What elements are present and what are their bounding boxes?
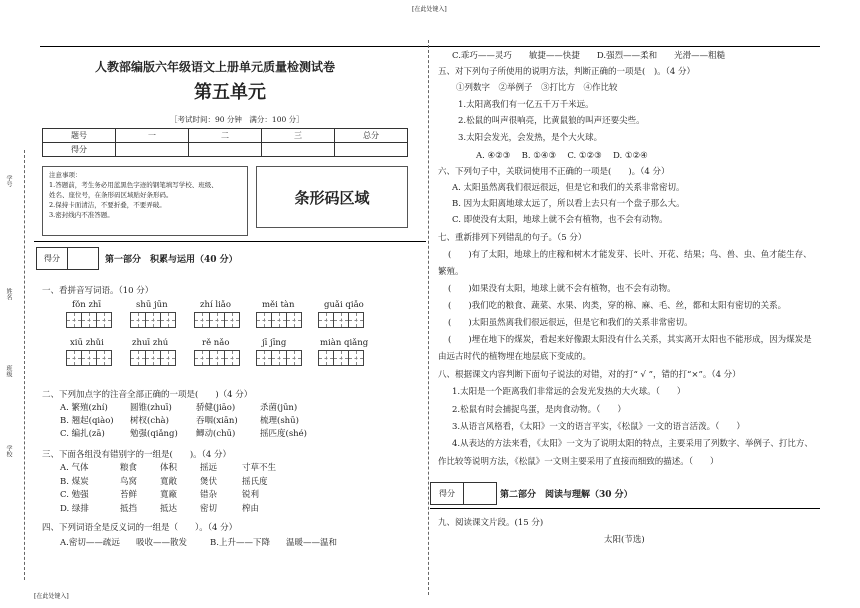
- option-text: 体积: [160, 463, 178, 473]
- option-text: 摇匹度(shé): [260, 429, 307, 439]
- part1-rule: [34, 241, 426, 242]
- option-text: 抵达: [160, 503, 178, 514]
- score-table-cell: 二: [189, 129, 262, 143]
- score-input[interactable]: [116, 143, 189, 157]
- barcode-area: [256, 166, 408, 228]
- question-6-option: A. 太阳虽然离我们很远很远，但是它和我们的关系非常密切。: [452, 183, 685, 193]
- pinyin-label: fǒn zhī: [72, 300, 102, 310]
- part2-title: 第二部分 阅读与理解（30 分）: [500, 490, 633, 500]
- option-text: 吸收——散发: [136, 538, 188, 548]
- question-6: 六、下列句子中，关联词使用不正确的一项是( )。（4 分）: [438, 167, 670, 177]
- option-text: 摇氏度: [242, 476, 268, 487]
- question-5-methods: ①列数字 ②举例子 ③打比方 ④作比较: [456, 83, 618, 93]
- option-text: 温暖——温和: [286, 538, 338, 548]
- option-text: B.上升——下降: [210, 538, 270, 548]
- pinyin-label: miàn qiǎng: [320, 338, 369, 348]
- question-5: 五、对下列句子所使用的说明方法，判断正确的一项是( )。（4 分）: [438, 67, 695, 77]
- option-text: 寬廠: [160, 490, 178, 500]
- score-table-cell: 三: [262, 129, 335, 143]
- option-text: 树杈(chà): [130, 416, 169, 426]
- question-3-options: [60, 462, 410, 516]
- question-1: 一、看拼音写词语。（10 分）: [42, 286, 154, 296]
- notice-item: 姓名、座位号，在条形码区域贴好条形码。: [49, 191, 173, 199]
- question-7-item: ( )埋在地下的煤炭，看起来好像跟太阳没有什么关系，其实离开太阳也不能形成，因为煤炭是: [448, 335, 812, 345]
- option-text: 吞咽(xiān): [196, 416, 238, 426]
- option-text: A.密切——疏远: [60, 538, 120, 548]
- part1-score-box: [36, 247, 99, 270]
- option-text: C. 编扎(zā): [60, 429, 105, 439]
- option-text: 煲伏: [200, 476, 218, 487]
- option-text: 鲫动(chū): [196, 429, 236, 439]
- question-8-item: 4.从表达的方法来看，《太阳》一文为了说明太阳的特点，主要采用了列数字、举例子、打比方、: [452, 439, 813, 449]
- part2-rule: [430, 508, 820, 509]
- option-text: B. 翘起(qiào): [60, 416, 114, 426]
- question-8-item: 1.太阳是一个距离我们非常远的会发光发热的大火球。（ ）: [452, 387, 686, 397]
- option-text: B. 煤炭: [60, 476, 89, 487]
- question-5-item: 2.松鼠的叫声很响亮，比黄鼠狼的叫声还要尖些。: [458, 116, 645, 126]
- answer-grid[interactable]: [130, 312, 175, 328]
- question-8-item: 3.从语言风格看，《太阳》一文的语言平实，《松鼠》一文的语言活泼。（ ）: [452, 422, 745, 432]
- answer-grid[interactable]: [66, 350, 111, 366]
- option-text: 梳理(shū): [260, 416, 299, 426]
- question-6-option: C. 即使没有太阳，地球上就不会有植物，也不会有动物。: [452, 215, 668, 225]
- part1-title: 第一部分 积累与运用（40 分）: [105, 255, 238, 265]
- question-4: 四、下列词语全是反义词的一组是（ ）。（4 分）: [42, 523, 238, 533]
- option-text: C. 勉强: [60, 490, 89, 500]
- answer-grid[interactable]: [194, 312, 239, 328]
- binding-label-class: 班级: [5, 365, 12, 377]
- question-8: 八、根据课文内容判断下面句子说法的对错，对的打“ √ ”，错的打“×”。（4 分）: [438, 370, 741, 380]
- pinyin-label: rě nǎo: [202, 338, 230, 348]
- center-divider: [428, 40, 429, 595]
- question-7: 七、重新排列下列错乱的句子。（5 分）: [438, 233, 587, 243]
- score-table-cell: 一: [116, 129, 189, 143]
- score-label: 得分: [37, 248, 68, 270]
- question-7-item: ( )如果没有太阳，地球上就不会有植物，也不会有动物。: [448, 284, 676, 294]
- part2-score-input[interactable]: [464, 483, 497, 505]
- binding-label-school: 学校: [5, 445, 12, 457]
- option-text: 错杂: [200, 490, 218, 500]
- option-text: 摇远: [200, 463, 218, 473]
- passage-title: 太阳(节选): [604, 535, 645, 545]
- answer-grid[interactable]: [318, 350, 363, 366]
- option-text: 榨由: [242, 503, 260, 514]
- option-text: D. 绿排: [60, 503, 89, 514]
- score-table: [42, 128, 408, 157]
- option-text: 苔鲜: [120, 490, 138, 500]
- answer-grid[interactable]: [130, 350, 175, 366]
- question-7-item: ( )有了太阳，地球上的庄稼和树木才能发芽、长叶、开花、结果；鸟、兽、虫、鱼才能生存、: [448, 250, 812, 260]
- notice-title: 注意事项：: [49, 171, 82, 179]
- option-text: 杀菌(jūn): [260, 403, 298, 413]
- top-rule: [40, 46, 820, 47]
- question-5-choices: A. ④②③ B. ①④③ C. ①②③ D. ①②④: [476, 151, 648, 161]
- pinyin-label: xiū zhǔi: [70, 338, 104, 348]
- score-table-cell: 题号: [43, 129, 116, 143]
- answer-grid[interactable]: [256, 312, 301, 328]
- option-text: 粮食: [120, 463, 138, 473]
- footer-note: [在此处键入]: [34, 593, 69, 600]
- barcode-label: 条形码区域: [294, 188, 370, 207]
- header-note: [在此处键入]: [412, 6, 447, 13]
- option-text: 寸草不生: [242, 463, 277, 473]
- answer-grid[interactable]: [318, 312, 363, 328]
- part1-score-input[interactable]: [68, 248, 99, 270]
- option-text: 骄健(jiāo): [196, 403, 236, 413]
- question-6-option: B. 因为太阳离地球太远了，所以看上去只有一个盘子那么大。: [452, 199, 685, 209]
- score-label: 得分: [431, 483, 464, 505]
- option-text: A. 繁殖(zhí): [60, 403, 108, 413]
- answer-grid[interactable]: [194, 350, 239, 366]
- score-table-cell: 得分: [43, 143, 116, 157]
- notice-item: 2.保持卡面清洁，不要折叠，不要弄破。: [49, 201, 166, 209]
- question-2: 二、下列加点字的注音全部正确的一项是( )（4 分）: [42, 390, 253, 400]
- unit-title: 第五单元: [194, 82, 266, 103]
- exam-info: ［考试时间：90 分钟 满分：100 分］: [170, 115, 304, 124]
- answer-grid[interactable]: [256, 350, 301, 366]
- score-table-cell: 总分: [335, 129, 408, 143]
- notice-item: 3.密封线内不准答题。: [49, 211, 114, 219]
- pinyin-label: jī jīng: [262, 338, 287, 348]
- option-text: 密切: [200, 503, 218, 514]
- score-input[interactable]: [335, 143, 408, 157]
- question-7-item: 由远古时代的植物埋在地层底下变成的。: [438, 352, 592, 362]
- pinyin-label: zhí liǎo: [200, 300, 231, 310]
- score-input[interactable]: [189, 143, 262, 157]
- pinyin-label: guǎi qiǎo: [324, 300, 364, 310]
- question-9: 九、阅读课文片段。(15 分): [438, 518, 544, 528]
- answer-grid[interactable]: [66, 312, 111, 328]
- pinyin-label: shū jūn: [136, 300, 168, 310]
- option-text: 寬敞: [160, 476, 178, 487]
- question-4-options: [60, 536, 410, 549]
- question-4-option-c: C.乖巧——灵巧 敏捷——快捷 D.强烈——柔和 光滑——粗糙: [452, 51, 726, 61]
- question-5-item: 1.太阳离我们有一亿五千万千米远。: [458, 100, 594, 110]
- notice-item: 1.答题前，考生务必用蓝黑色字迹的钢笔填写学校、班级、: [49, 181, 218, 189]
- question-7-item: ( )太阳虽然离我们很远很远，但是它和我们的关系非常密切。: [448, 318, 693, 328]
- option-text: 圆锥(zhuī): [130, 403, 172, 413]
- option-text: A. 气体: [60, 463, 89, 473]
- question-5-item: 3.太阳会发光，会发热，是个大火球。: [458, 133, 603, 143]
- option-text: 抵挡: [120, 503, 138, 514]
- question-7-item: 繁殖。: [438, 267, 464, 277]
- question-8-item: 2.松鼠有时会捕捉鸟蛋，是肉食动物。（ ）: [452, 405, 626, 415]
- binding-line: [24, 150, 25, 580]
- pinyin-label: zhuī zhú: [132, 338, 169, 348]
- option-text: 鸟窝: [120, 476, 138, 487]
- question-8-item: 作比较等说明方法，《松鼠》一文则主要采用了直接而细致的描述。（ ）: [438, 457, 719, 467]
- question-7-item: ( )我们吃的粮食、蔬菜、水果、肉类，穿的棉、麻、毛、丝，都和太阳有密切的关系。: [448, 301, 787, 311]
- notice-box: [42, 166, 248, 236]
- option-text: 锐利: [242, 490, 260, 500]
- binding-label-name: 姓名: [5, 288, 12, 300]
- part2-score-box: [430, 482, 497, 505]
- pinyin-label: měi tàn: [262, 300, 295, 310]
- score-input[interactable]: [262, 143, 335, 157]
- question-3: 三、下面各组没有错别字的一组是( )。（4 分）: [42, 450, 231, 460]
- binding-label-id: 学号: [5, 175, 12, 187]
- option-text: 勉强(qiǎng): [130, 429, 178, 439]
- question-2-options: [60, 402, 410, 441]
- exam-title: 人教部编版六年级语文上册单元质量检测试卷: [95, 60, 336, 74]
